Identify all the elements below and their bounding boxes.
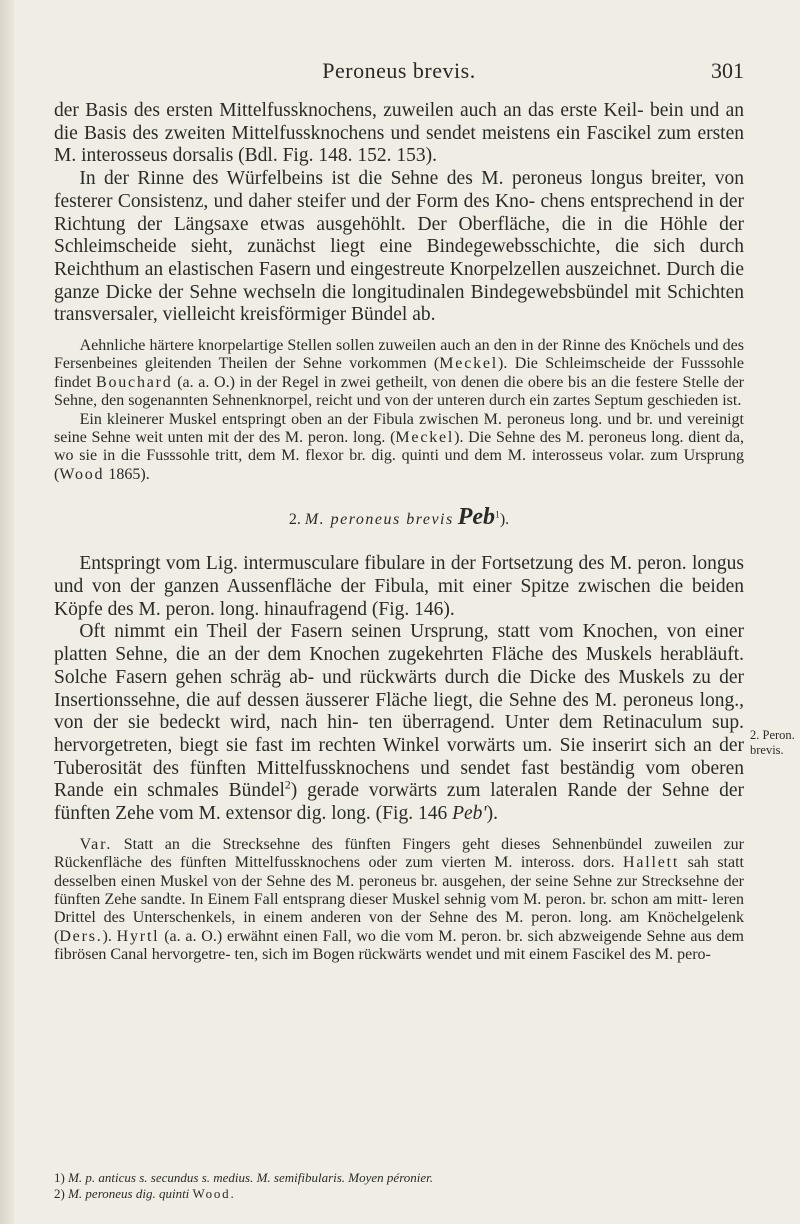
margin-note-line: brevis.: [750, 743, 784, 757]
margin-note: [750, 728, 798, 758]
running-title: Peroneus brevis.: [322, 58, 476, 83]
page-edge-shadow: [0, 0, 14, 1224]
small-print-paragraph: Aehnliche härtere knorpelartige Stellen sollen zuweilen auch an den in der Rinne des Knöchels und des Fersenbeines gleitenden Theilen der Sehne vorkommen (Meckel). Die Schleimscheide der Fusssohle findet Bouchard (a. a. O.) in der Regel in zwei getheilt, von denen die obere bis an die festere Stelle der Sehne, den sogenannten Sehnenknorpel, reicht und von der unteren durch ein zartes Septum geschieden ist.: [54, 337, 745, 410]
page-number: 301: [711, 58, 744, 83]
author-name: Bouchard: [95, 373, 173, 391]
author-name: Ders.: [59, 927, 103, 945]
author-name: Hyrtl: [116, 927, 160, 945]
author-name: Wood: [59, 465, 105, 483]
footnote: 1) M. p. anticus s. secundus s. medius. M. semifibularis. Moyen péronier.: [54, 1170, 434, 1185]
margin-note-line: 2. Peron.: [750, 728, 795, 742]
small-print-paragraph: Ein kleinerer Muskel entspringt oben an der Fibula zwischen M. peroneus long. und br. und vereinigt seine Sehne weit unten mit der des M. peron. long. (Meckel). Die Sehne des M. peroneus long. dient da, wo sie in die Fusssohle tritt, dem M. flexor br. dig. quinti und dem M. interosseus volar. zum Ursprung (Wood 1865).: [54, 410, 744, 483]
section-heading: 2. M. peroneus brevis Peb$^1$).: [288, 504, 510, 531]
author-name: Hallett: [623, 854, 680, 872]
variation-label: Var.: [79, 835, 113, 853]
footnote: 2) M. peroneus dig. quinti Wood.: [54, 1185, 236, 1201]
paragraph: Entspringt vom Lig. intermusculare fibulare in der Fortsetzung des M. peron. longus und von der ganzen Aussenfläche der Fibula, mit einer Spitze zwischen die beiden Köpfe des M. peron. long. hinaufragend (Fig. 146).: [54, 553, 744, 620]
author-name: Meckel: [395, 429, 455, 447]
paragraph: der Basis des ersten Mittelfussknochens, zuweilen auch an das erste Keil- bein und an die Basis des zweiten Mittelfussknochens und sendet meistens ein Fascikel zum ersten M. interosseus dorsalis (Bdl. Fig. 148. 152. 153).: [54, 100, 744, 167]
author-name: Meckel: [439, 355, 499, 373]
footnotes: [54, 1170, 744, 1201]
paragraph: In der Rinne des Würfelbeins ist die Sehne des M. peroneus longus breiter, von festerer Consistenz, und daher steifer und der Form des Kno- chens entsprechend in der Richtung der Längsaxe etwas ausgehöhlt. Der Oberfläche, die in die Höhle der Schleimscheide sieht, zunächst liegt eine Bindegewebsschichte, die sich durch Reichthum an elastischen Fasern und eingestreute Knorpelzellen auszeichnet. Durch die ganze Dicke der Sehne wechseln die longitudinalen Bindegewebsbündel mit Schichten transversaler, vielleicht kreisförmiger Bündel ab.: [54, 168, 744, 326]
body-text: [54, 100, 744, 965]
small-print-paragraph: Var. Statt an die Strecksehne des fünften Fingers geht dieses Sehnenbündel zuweilen zur Rückenfläche des fünften Mittelfussknochens oder zum vierten M. inteross. dors. Hallett sah statt desselben einen Muskel von der Sehne des M. peroneus br. ausgehen, der seine Sehne zur Strecksehne der fünften Zehe sandte. In Einem Fall entsprang dieser Muskel sehnig vom M. peron. br. schon am mitt- leren Drittel des Unterschenkels, in einem anderen von der Sehne des M. peron. long. am Knöchelgelenk (Ders.). Hyrtl (a. a. O.) erwähnt einen Fall, wo die vom M. peron. br. sich abzweigende Sehne aus dem fibrösen Canal hervorgetre- ten, sich im Bogen rückwärts wendet und mit einem Fascikel des M. pero-: [54, 835, 745, 964]
running-header: [54, 58, 744, 86]
paragraph: Oft nimmt ein Theil der Fasern seinen Ursprung, statt vom Knochen, von einer platten Sehne, die an der dem Knochen zugekehrten Fläche des Muskels herabläuft. Solche Fasern gehen schräg ab- und rückwärts durch die Dicke des Muskels zu der Insertionssehne, die auf dessen äusserer Fläche liegt, die Sehne des M. peroneus long., von der sie bedeckt wird, nach hin- ten überragend. Unter dem Retinaculum sup. hervorgetreten, biegt sie fast im rechten Winkel vorwärts um. Sie inserirt sich an der Tuberosität des fünften Mittelfussknochens und sendet fast beständig vom oberen Rande ein schmales Bündel$^2$) gerade vorwärts zum lateralen Rande der Sehne der fünften Zehe vom M. extensor dig. long. (Fig. 146 Peb').: [54, 621, 744, 825]
section-abbreviation: Peb: [457, 504, 496, 531]
